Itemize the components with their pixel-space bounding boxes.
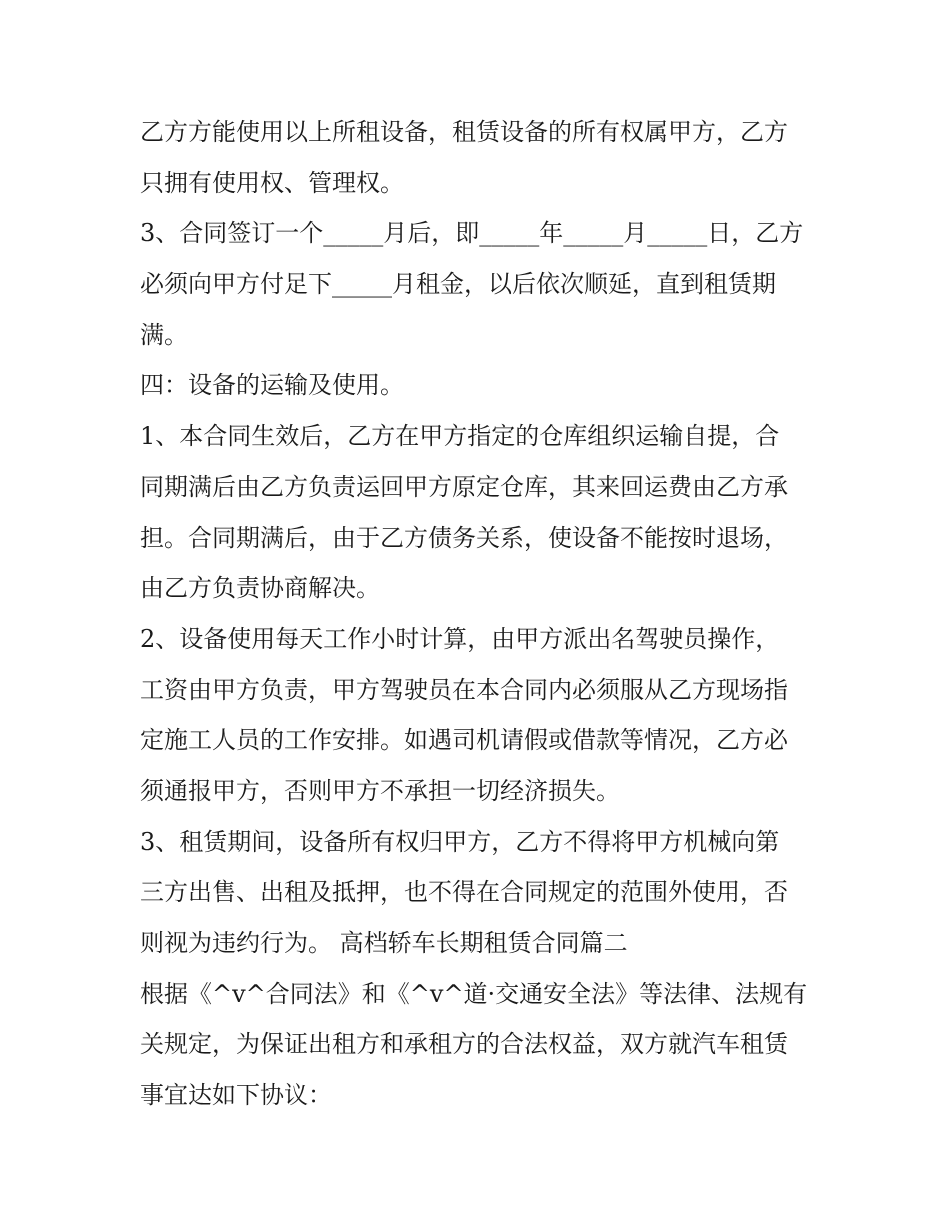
text-line: 同期满后由乙方负责运回甲方原定仓库，其来回运费由乙方承 bbox=[140, 472, 788, 501]
text-line: 关规定，为保证出租方和承租方的合法权益，双方就汽车租赁 bbox=[140, 1030, 788, 1059]
text-line: 工资由甲方负责，甲方驾驶员在本合同内必须服从乙方现场指 bbox=[140, 675, 788, 704]
contract-body-text bbox=[140, 107, 820, 1121]
text-line: 三方出售、出租及抵押，也不得在合同规定的范围外使用，否 bbox=[140, 878, 788, 907]
text-line: 1、本合同生效后，乙方在甲方指定的仓库组织运输自提，合 bbox=[140, 422, 780, 451]
text-line: 满。 bbox=[140, 320, 188, 349]
section-heading: 四：设备的运输及使用。 bbox=[140, 371, 404, 400]
text-line: 须通报甲方，否则甲方不承担一切经济损失。 bbox=[140, 776, 620, 805]
text-line: 担。合同期满后，由于乙方债务关系，使设备不能按时退场， bbox=[140, 523, 788, 552]
text-line: 2、设备使用每天工作小时计算，由甲方派出名驾驶员操作， bbox=[140, 624, 780, 653]
text-line: 定施工人员的工作安排。如遇司机请假或借款等情况，乙方必 bbox=[140, 726, 788, 755]
text-line: 只拥有使用权、管理权。 bbox=[140, 168, 404, 197]
text-line: 由乙方负责协商解决。 bbox=[140, 574, 380, 603]
text-line: 事宜达如下协议： bbox=[140, 1081, 332, 1110]
text-line: 3、合同签订一个_____月后，即_____年_____月_____日，乙方 bbox=[140, 219, 804, 248]
text-line: 根据《^v^合同法》和《^v^道·交通安全法》等法律、法规有 bbox=[140, 979, 808, 1008]
text-line: 必须向甲方付足下_____月租金，以后依次顺延，直到租赁期 bbox=[140, 270, 776, 299]
text-line: 乙方方能使用以上所租设备，租赁设备的所有权属甲方，乙方 bbox=[140, 118, 788, 146]
text-line: 3、租赁期间，设备所有权归甲方，乙方不得将甲方机械向第 bbox=[140, 827, 780, 856]
text-line: 则视为违约行为。 高档轿车长期租赁合同篇二 bbox=[140, 929, 628, 957]
